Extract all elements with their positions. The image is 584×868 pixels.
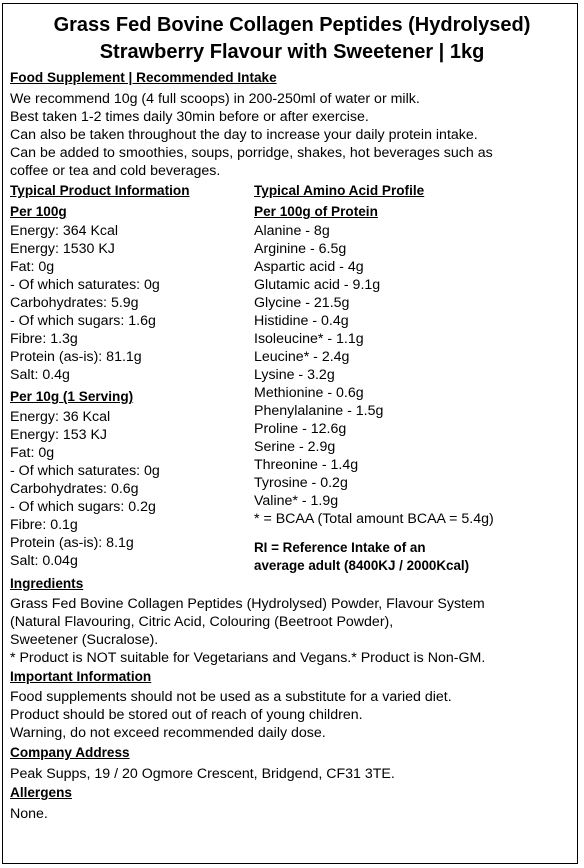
- ri-note-line-1: RI = Reference Intake of an: [254, 540, 426, 555]
- amino-row: Alanine - 8g: [254, 223, 330, 239]
- nutrition-row: Protein (as-is): 8.1g: [10, 535, 134, 551]
- nutrition-row: - Of which saturates: 0g: [10, 277, 160, 293]
- ingredients-heading: Ingredients: [10, 576, 84, 591]
- product-title-line-1: Grass Fed Bovine Collagen Peptides (Hydrolysed): [53, 14, 531, 36]
- ingredients-line: (Natural Flavouring, Citric Acid, Colouring (Beetroot Powder),: [10, 614, 394, 630]
- important-line: Warning, do not exceed recommended daily dose.: [10, 725, 326, 741]
- amino-row: Phenylalanine - 1.5g: [254, 403, 384, 419]
- ingredients-line: Grass Fed Bovine Collagen Peptides (Hydrolysed) Powder, Flavour System: [10, 596, 485, 612]
- amino-heading: Typical Amino Acid Profile: [254, 183, 425, 198]
- intake-line: We recommend 10g (4 full scoops) in 200-250ml of water or milk.: [10, 91, 420, 107]
- nutrition-row: Fat: 0g: [10, 445, 55, 461]
- per-100g-heading: Per 100g: [10, 204, 67, 219]
- allergens-heading: Allergens: [10, 785, 72, 800]
- amino-row: Glycine - 21.5g: [254, 295, 350, 311]
- nutrition-row: Energy: 364 Kcal: [10, 223, 119, 239]
- amino-row: Threonine - 1.4g: [254, 457, 359, 473]
- amino-row: Histidine - 0.4g: [254, 313, 349, 329]
- nutrition-row: Salt: 0.04g: [10, 553, 78, 569]
- nutrition-row: Energy: 1530 KJ: [10, 241, 115, 257]
- nutrition-row: Fibre: 1.3g: [10, 331, 78, 347]
- important-heading: Important Information: [10, 669, 152, 684]
- nutrition-row: Carbohydrates: 0.6g: [10, 481, 139, 497]
- nutrition-heading: Typical Product Information: [10, 183, 190, 198]
- company-heading: Company Address: [10, 745, 130, 760]
- intake-line: Best taken 1-2 times daily 30min before or after exercise.: [10, 109, 369, 125]
- nutrition-row: Protein (as-is): 81.1g: [10, 349, 142, 365]
- amino-row: Glutamic acid - 9.1g: [254, 277, 381, 293]
- nutrition-row: - Of which sugars: 0.2g: [10, 499, 156, 515]
- per-10g-heading: Per 10g (1 Serving): [10, 389, 134, 404]
- ri-note-line-2: average adult (8400KJ / 2000Kcal): [254, 558, 470, 573]
- nutrition-row: Salt: 0.4g: [10, 367, 70, 383]
- intake-line: Can be added to smoothies, soups, porridge, shakes, hot beverages such as: [10, 145, 493, 161]
- allergens-value: None.: [10, 806, 48, 822]
- amino-row: Serine - 2.9g: [254, 439, 336, 455]
- company-address: Peak Supps, 19 / 20 Ogmore Crescent, Bridgend, CF31 3TE.: [10, 766, 395, 782]
- amino-row: Isoleucine* - 1.1g: [254, 331, 364, 347]
- nutrition-row: Carbohydrates: 5.9g: [10, 295, 139, 311]
- important-line: Product should be stored out of reach of young children.: [10, 707, 363, 723]
- amino-row: Aspartic acid - 4g: [254, 259, 364, 275]
- nutrition-row: Fat: 0g: [10, 259, 55, 275]
- bcaa-note: * = BCAA (Total amount BCAA = 5.4g): [254, 511, 494, 527]
- amino-row: Methionine - 0.6g: [254, 385, 364, 401]
- ingredients-line: Sweetener (Sucralose).: [10, 632, 159, 648]
- amino-row: Proline - 12.6g: [254, 421, 347, 437]
- amino-row: Lysine - 3.2g: [254, 367, 335, 383]
- intake-heading: Food Supplement | Recommended Intake: [10, 70, 277, 85]
- ingredients-line: * Product is NOT suitable for Vegetarians and Vegans.* Product is Non-GM.: [10, 650, 486, 666]
- amino-row: Leucine* - 2.4g: [254, 349, 350, 365]
- nutrition-row: - Of which saturates: 0g: [10, 463, 160, 479]
- nutrition-row: Energy: 36 Kcal: [10, 409, 111, 425]
- amino-subheading: Per 100g of Protein: [254, 204, 378, 219]
- nutrition-row: Energy: 153 KJ: [10, 427, 108, 443]
- amino-row: Arginine - 6.5g: [254, 241, 347, 257]
- nutrition-row: Fibre: 0.1g: [10, 517, 78, 533]
- product-title-line-2: Strawberry Flavour with Sweetener | 1kg: [99, 41, 485, 63]
- important-line: Food supplements should not be used as a substitute for a varied diet.: [10, 689, 452, 705]
- intake-line: Can also be taken throughout the day to increase your daily protein intake.: [10, 127, 478, 143]
- nutrition-row: - Of which sugars: 1.6g: [10, 313, 156, 329]
- amino-row: Valine* - 1.9g: [254, 493, 339, 509]
- amino-row: Tyrosine - 0.2g: [254, 475, 348, 491]
- intake-line: coffee or tea and cold beverages.: [10, 163, 221, 179]
